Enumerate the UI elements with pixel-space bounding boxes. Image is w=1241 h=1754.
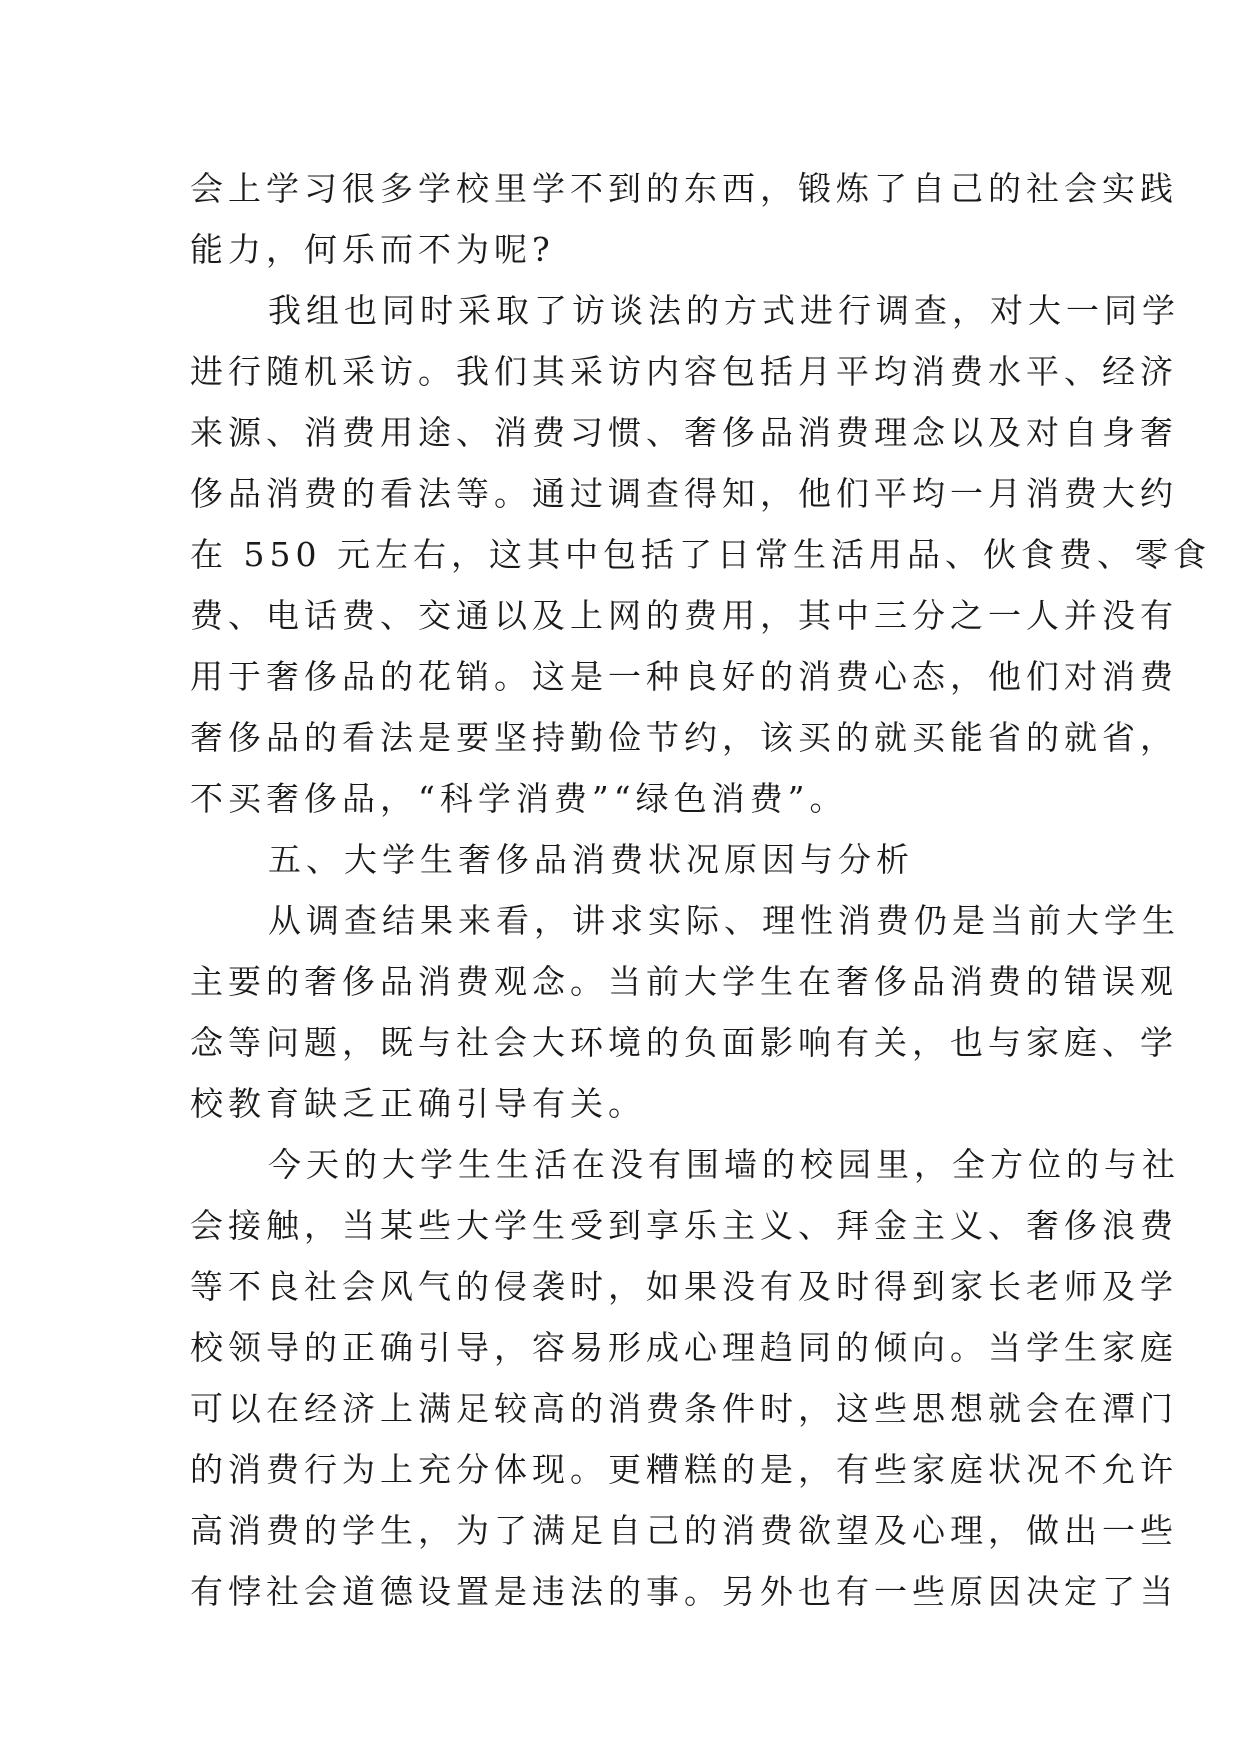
paragraph-start-line: 从调查结果来看，讲求实际、理性消费仍是当前大学生 [268, 901, 1180, 940]
text-line: 会接触，当某些大学生受到享乐主义、拜金主义、奢侈浪费 [190, 1206, 1178, 1245]
text-line: 不买奢侈品，“科学消费”“绿色消费”。 [190, 779, 848, 818]
text-line: 主要的奢侈品消费观念。当前大学生在奢侈品消费的错误观 [190, 962, 1178, 1001]
text-line: 校领导的正确引导，容易形成心理趋同的倾向。当学生家庭 [190, 1328, 1178, 1367]
text-line: 可以在经济上满足较高的消费条件时，这些思想就会在潭门 [190, 1389, 1178, 1428]
body-text [190, 158, 1211, 1622]
text-line: 用于奢侈品的花销。这是一种良好的消费心态，他们对消费 [190, 657, 1178, 696]
paragraph-start-line: 我组也同时采取了访谈法的方式进行调查，对大一同学 [268, 291, 1180, 330]
section-heading: 五、大学生奢侈品消费状况原因与分析 [268, 840, 914, 879]
text-line: 来源、消费用途、消费习惯、奢侈品消费理念以及对自身奢 [190, 413, 1178, 452]
text-line: 的消费行为上充分体现。更糟糕的是，有些家庭状况不允许 [190, 1450, 1178, 1489]
text-line: 费、电话费、交通以及上网的费用，其中三分之一人并没有 [190, 596, 1178, 635]
text-line: 在 550 元左右，这其中包括了日常生活用品、伙食费、零食 [190, 535, 1211, 574]
text-line: 会上学习很多学校里学不到的东西，锻炼了自己的社会实践 [190, 169, 1178, 208]
paragraph-start-line: 今天的大学生生活在没有围墙的校园里，全方位的与社 [268, 1145, 1180, 1184]
text-line: 侈品消费的看法等。通过调查得知，他们平均一月消费大约 [190, 474, 1178, 513]
text-line: 有悖社会道德设置是违法的事。另外也有一些原因决定了当 [190, 1572, 1178, 1611]
text-line: 奢侈品的看法是要坚持勤俭节约，该买的就买能省的就省， [190, 718, 1178, 757]
text-line: 高消费的学生，为了满足自己的消费欲望及心理，做出一些 [190, 1511, 1178, 1550]
text-line: 念等问题，既与社会大环境的负面影响有关，也与家庭、学 [190, 1023, 1178, 1062]
text-line: 等不良社会风气的侵袭时，如果没有及时得到家长老师及学 [190, 1267, 1178, 1306]
text-line: 校教育缺乏正确引导有关。 [190, 1084, 646, 1123]
text-line: 进行随机采访。我们其采访内容包括月平均消费水平、经济 [190, 352, 1178, 391]
text-line: 能力，何乐而不为呢? [190, 230, 555, 269]
